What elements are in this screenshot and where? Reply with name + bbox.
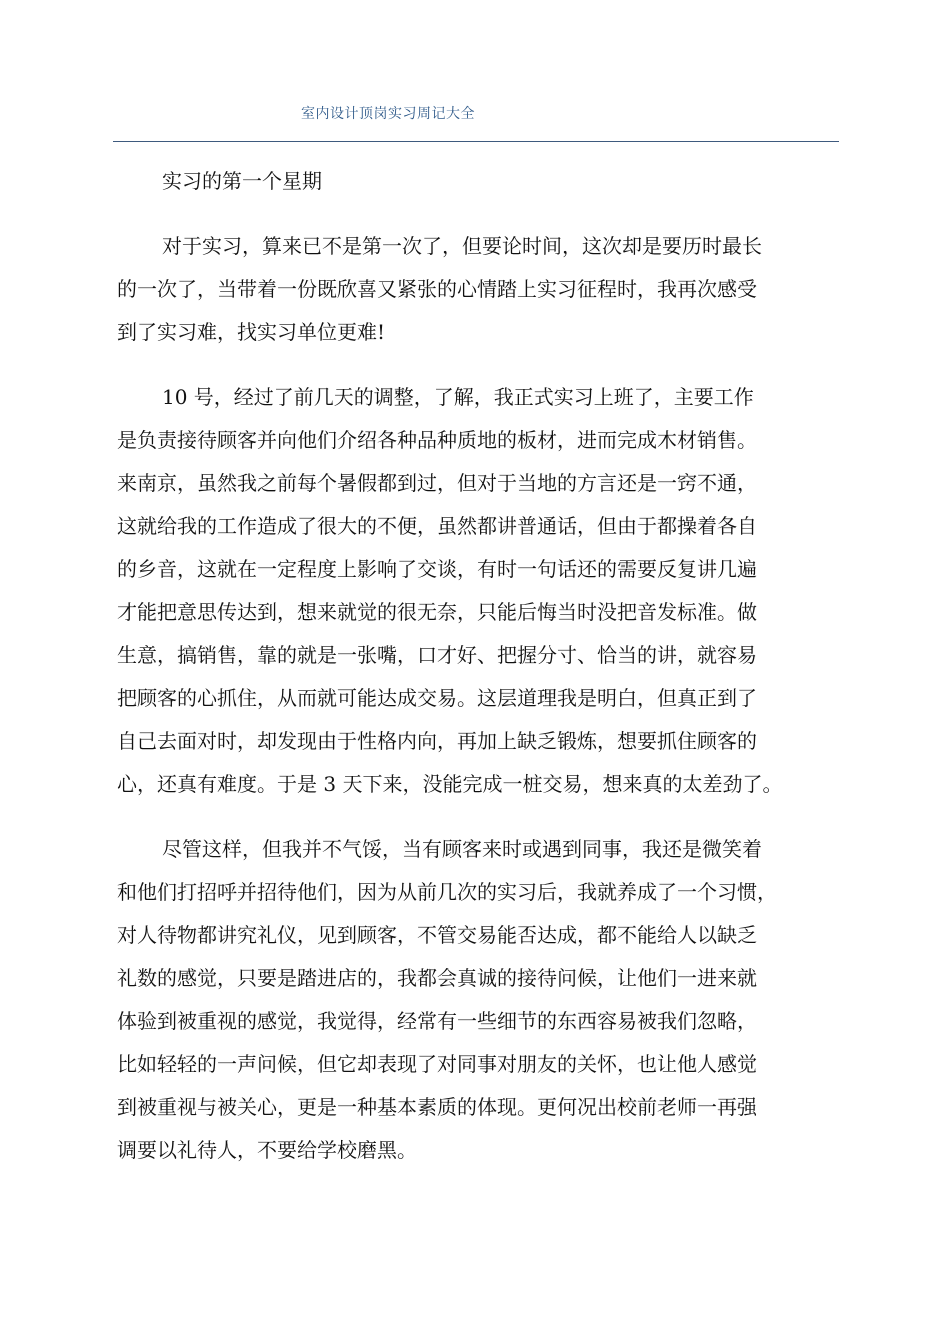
text-line: 体验到被重视的感觉，我觉得，经常有一些细节的东西容易被我们忽略，: [117, 1009, 757, 1033]
section-heading: 实习的第一个星期: [162, 169, 322, 193]
text-line: 生意，搞销售，靠的就是一张嘴，口才好、把握分寸、恰当的讲，就容易: [117, 643, 757, 667]
paragraph-2: [117, 376, 837, 806]
text-line: 才能把意思传达到，想来就觉的很无奈，只能后悔当时没把音发标准。做: [117, 600, 757, 624]
text-line: 的乡音，这就在一定程度上影响了交谈，有时一句话还的需要反复讲几遍: [117, 557, 757, 581]
text-line: 这就给我的工作造成了很大的不便，虽然都讲普通话，但由于都操着各自: [117, 514, 757, 538]
document-body: [117, 160, 837, 1172]
text-line: 到了实习难，找实习单位更难!: [117, 320, 386, 344]
text-line: 自己去面对时，却发现由于性格内向，再加上缺乏锻炼，想要抓住顾客的: [117, 729, 757, 753]
paragraph-3: [117, 828, 837, 1172]
paragraph-1: [117, 225, 837, 354]
text-line: 调要以礼待人，不要给学校磨黑。: [117, 1138, 417, 1162]
text-line: 心，还真有难度。于是 3 天下来，没能完成一桩交易，想来真的太差劲了。: [117, 772, 783, 796]
text-line: 尽管这样，但我并不气馁，当有顾客来时或遇到同事，我还是微笑着: [162, 837, 762, 861]
text-line: 来南京，虽然我之前每个暑假都到过，但对于当地的方言还是一窍不通，: [117, 471, 757, 495]
text-line: 对于实习，算来已不是第一次了，但要论时间，这次却是要历时最长: [162, 234, 762, 258]
text-line: 对人待物都讲究礼仪，见到顾客，不管交易能否达成，都不能给人以缺乏: [117, 923, 757, 947]
text-line: 和他们打招呼并招待他们，因为从前几次的实习后，我就养成了一个习惯，: [117, 880, 777, 904]
text-line: 到被重视与被关心，更是一种基本素质的体现。更何况出校前老师一再强: [117, 1095, 757, 1119]
text-line: 的一次了，当带着一份既欣喜又紧张的心情踏上实习征程时，我再次感受: [117, 277, 757, 301]
text-line: 把顾客的心抓住，从而就可能达成交易。这层道理我是明白，但真正到了: [117, 686, 757, 710]
text-line: 是负责接待顾客并向他们介绍各种品种质地的板材，进而完成木材销售。: [117, 428, 757, 452]
text-line: 礼数的感觉，只要是踏进店的，我都会真诚的接待问候，让他们一进来就: [117, 966, 757, 990]
header-divider: [113, 141, 839, 142]
text-line: 10 号，经过了前几天的调整，了解，我正式实习上班了，主要工作: [162, 385, 754, 409]
text-line: 比如轻轻的一声问候，但它却表现了对同事对朋友的关怀，也让他人感觉: [117, 1052, 757, 1076]
document-header-title: 室内设计顶岗实习周记大全: [301, 106, 475, 122]
